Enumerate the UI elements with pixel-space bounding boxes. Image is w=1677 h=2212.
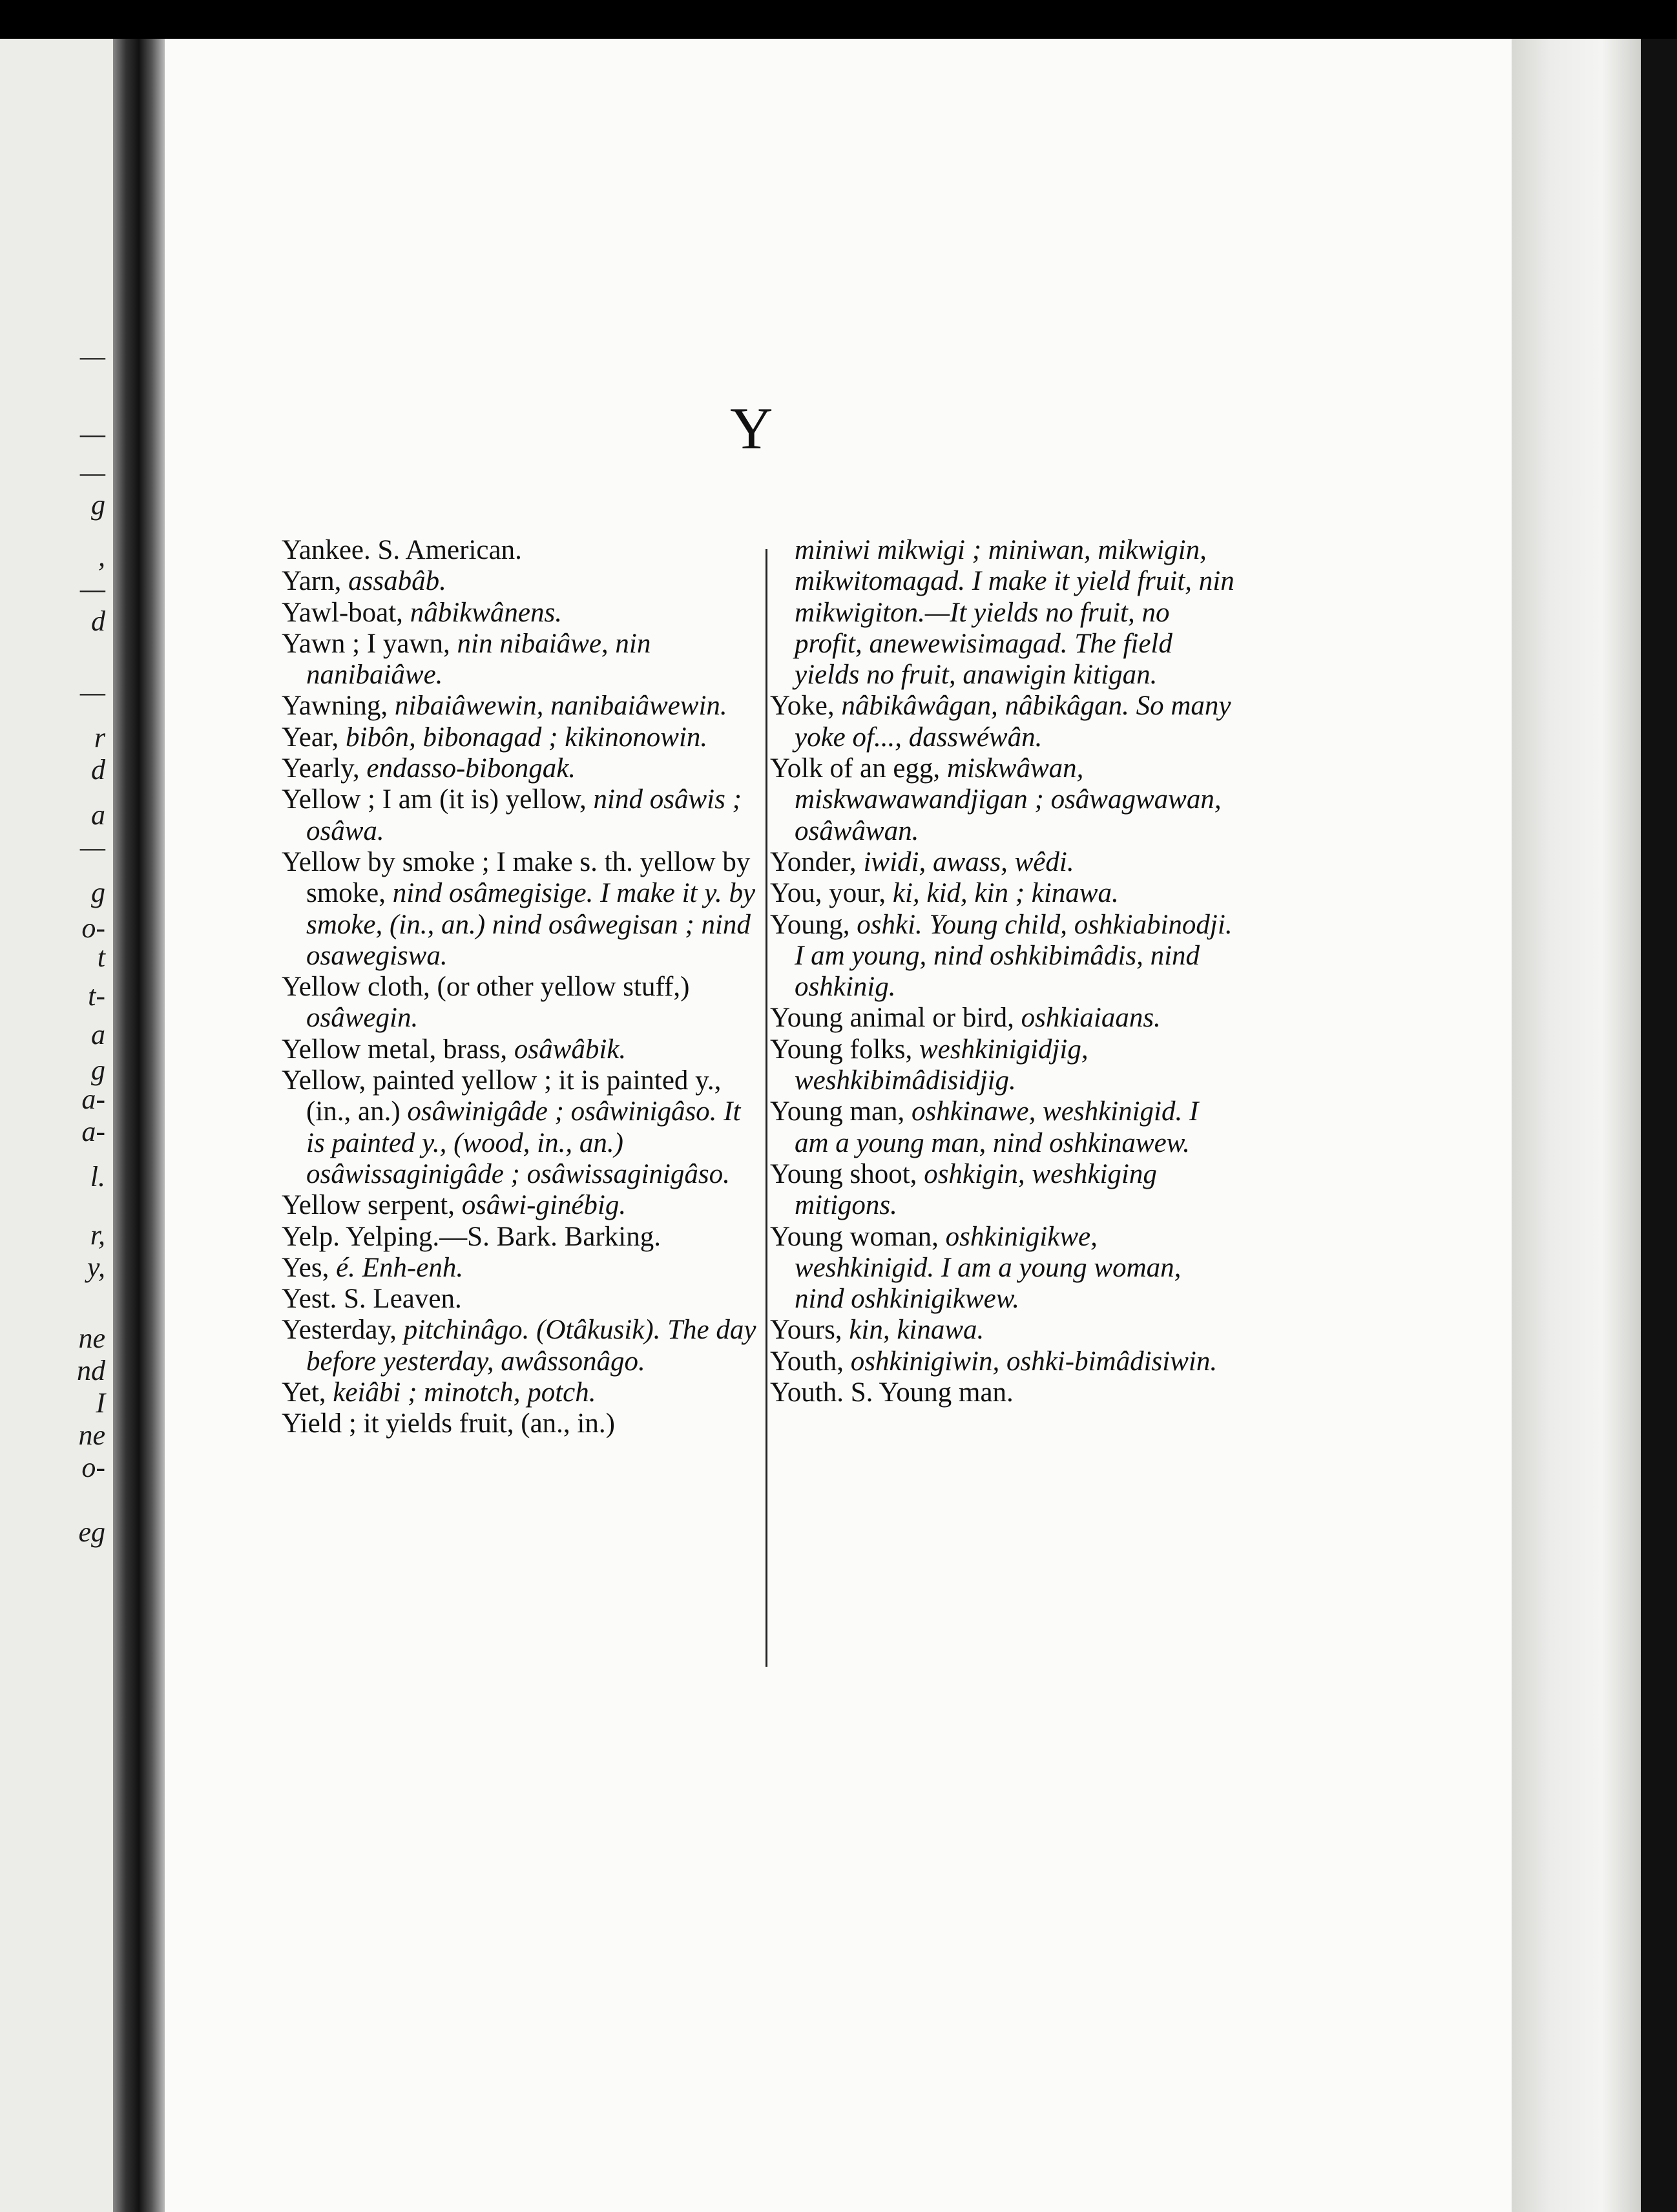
facing-page-fragment: — bbox=[79, 573, 105, 605]
entry-headword: Yellow ; I am (it is) yellow, bbox=[282, 784, 587, 815]
book-gutter bbox=[113, 39, 165, 2212]
entry-definition: pitchinâgo. (Otâkusik). The day before yesterday, awâssonâgo. bbox=[306, 1315, 756, 1377]
entry-headword: Yonder, bbox=[770, 846, 857, 877]
dictionary-entry bbox=[770, 1346, 1235, 1377]
entry-headword: Yes, bbox=[282, 1252, 329, 1283]
dictionary-entry bbox=[770, 1377, 1235, 1408]
dictionary-entry bbox=[282, 1284, 760, 1315]
dictionary-entry bbox=[770, 1159, 1235, 1222]
facing-page-fragment: , bbox=[98, 541, 105, 572]
scan-right-border bbox=[1641, 39, 1677, 2212]
entry-definition: bibôn, bibonagad ; kikinonowin. bbox=[346, 722, 708, 753]
entry-headword: Yesterday, bbox=[282, 1315, 397, 1346]
page-edge bbox=[1512, 39, 1641, 2212]
facing-page-fragment: d bbox=[91, 754, 105, 786]
facing-page-fragment: o- bbox=[81, 1452, 105, 1483]
dictionary-entry bbox=[282, 722, 760, 753]
entry-definition: osâwi-ginébig. bbox=[461, 1190, 627, 1221]
dictionary-entry bbox=[770, 753, 1235, 847]
entry-definition: S. American. bbox=[377, 535, 522, 565]
dictionary-entry bbox=[770, 878, 1235, 909]
entry-definition: é. Enh-enh. bbox=[336, 1252, 464, 1283]
dictionary-entry bbox=[282, 784, 760, 847]
entry-definition: nind osâmegisige. I make it y. by smoke, (in., an.) nind osâwegisan ; nind osawegiswa. bbox=[306, 878, 756, 971]
entry-headword: Yelp. Yelping.—S. Bark. Barking. bbox=[282, 1221, 661, 1252]
entry-headword: Young woman, bbox=[770, 1221, 939, 1252]
dictionary-entry bbox=[770, 1096, 1235, 1159]
facing-page-fragment: a bbox=[91, 1019, 105, 1050]
facing-page-fragment: ne bbox=[78, 1322, 105, 1354]
entry-definition: iwidi, awass, wêdi. bbox=[863, 846, 1074, 877]
entry-definition: nibaiâwewin, nanibaiâwewin. bbox=[394, 691, 727, 722]
dictionary-entry bbox=[282, 691, 760, 722]
entry-definition: oshkinigiwin, oshki-bimâdisiwin. bbox=[850, 1346, 1218, 1377]
entry-definition: oshki. Young child, oshkiabinodji. I am young, nind oshkibimâdis, nind oshkinig. bbox=[795, 909, 1233, 1003]
entry-definition: oshkiaiaans. bbox=[1021, 1003, 1161, 1034]
entry-headword: Young folks, bbox=[770, 1034, 913, 1065]
entry-headword: You, your, bbox=[770, 878, 886, 909]
dictionary-entry bbox=[770, 1003, 1235, 1034]
entry-headword: Youth, bbox=[770, 1346, 844, 1377]
dictionary-entry bbox=[770, 1222, 1235, 1315]
entry-definition: weshkinigidjig, weshkibimâdisidjig. bbox=[795, 1034, 1088, 1096]
entry-definition: nind osâwis ; osâwa. bbox=[306, 784, 742, 846]
entry-definition: miniwi mikwigi ; miniwan, mikwigin, mikwitomagad. I make it yield fruit, nin mikwigiton.—It yields no fruit, no profit, anewewisimagad. The field yields no fruit, anawigin kitigan. bbox=[795, 535, 1234, 691]
entry-definition: osâwinigâde ; osâwinigâso. It is painted y., (wood, in., an.) osâwissaginigâde ; osâwissaginigâso. bbox=[306, 1096, 741, 1189]
right-column bbox=[770, 535, 1235, 1408]
entry-headword: Yest. bbox=[282, 1284, 337, 1315]
entry-headword: Yield ; it yields fruit, (an., in.) bbox=[282, 1408, 615, 1439]
facing-page-fragment: — bbox=[79, 676, 105, 708]
dictionary-entry bbox=[282, 1315, 760, 1377]
entry-headword: Yoke, bbox=[770, 691, 835, 722]
facing-page-fragment: l. bbox=[90, 1161, 105, 1193]
facing-page-fragment: a- bbox=[81, 1083, 105, 1115]
dictionary-entry bbox=[282, 847, 760, 972]
entry-definition: kin, kinawa. bbox=[849, 1315, 984, 1346]
entry-headword: Yarn, bbox=[282, 566, 342, 597]
entry-headword: Year, bbox=[282, 722, 339, 753]
facing-page-fragment: ne bbox=[78, 1419, 105, 1451]
facing-page-fragment: — bbox=[79, 418, 105, 450]
entry-headword: Yankee. bbox=[282, 535, 371, 565]
entry-definition: nâbikwânens. bbox=[410, 597, 562, 628]
entry-headword: Yours, bbox=[770, 1315, 842, 1346]
dictionary-entry bbox=[282, 1377, 760, 1408]
entry-definition: ki, kid, kin ; kinawa. bbox=[892, 878, 1119, 909]
entry-headword: Yellow serpent, bbox=[282, 1190, 455, 1221]
dictionary-entry bbox=[770, 847, 1235, 878]
facing-page-fragment: nd bbox=[77, 1355, 105, 1386]
dictionary-entry-continuation bbox=[770, 535, 1235, 691]
entry-definition: oshkinigikwe, weshkinigid. I am a young woman, nind oshkinigikwew. bbox=[795, 1221, 1182, 1315]
dictionary-entry bbox=[282, 1190, 760, 1221]
entry-headword: Yellow cloth, (or other yellow stuff,) bbox=[282, 972, 690, 1003]
left-column bbox=[282, 535, 760, 1440]
facing-page-fragment: d bbox=[91, 605, 105, 637]
facing-page bbox=[0, 39, 113, 2212]
facing-page-fragment: — bbox=[79, 831, 105, 863]
facing-page-fragment: y, bbox=[87, 1251, 105, 1283]
dictionary-entry bbox=[282, 972, 760, 1034]
dictionary-entry bbox=[282, 566, 760, 597]
entry-headword: Yearly, bbox=[282, 753, 360, 784]
entry-headword: Youth. bbox=[770, 1377, 844, 1408]
dictionary-entry bbox=[770, 910, 1235, 1003]
entry-definition: keiâbi ; minotch, potch. bbox=[333, 1377, 596, 1408]
dictionary-entry bbox=[282, 1034, 760, 1065]
dictionary-entry bbox=[770, 691, 1235, 753]
dictionary-entry bbox=[282, 753, 760, 784]
dictionary-entry bbox=[282, 1253, 760, 1284]
facing-page-fragment: t- bbox=[88, 980, 105, 1012]
facing-page-fragment: a bbox=[91, 799, 105, 831]
dictionary-entry bbox=[282, 535, 760, 566]
entry-definition: osâwâbik. bbox=[514, 1034, 627, 1065]
entry-definition: miskwâwan, miskwawawandjigan ; osâwagwawan, osâwâwan. bbox=[795, 753, 1222, 846]
entry-headword: Yawl-boat, bbox=[282, 597, 403, 628]
facing-page-text-fragments bbox=[0, 39, 113, 2212]
entry-headword: Yawn ; I yawn, bbox=[282, 628, 450, 659]
section-letter-heading: Y bbox=[730, 395, 775, 461]
entry-headword: Young, bbox=[770, 909, 850, 940]
facing-page-fragment: g bbox=[91, 489, 105, 521]
entry-headword: Young animal or bird, bbox=[770, 1003, 1014, 1034]
entry-definition: assabâb. bbox=[348, 566, 446, 597]
dictionary-entry bbox=[282, 1222, 760, 1253]
column-divider bbox=[766, 549, 767, 1667]
dictionary-entry bbox=[282, 598, 760, 629]
dictionary-entry bbox=[282, 1408, 760, 1439]
facing-page-fragment: eg bbox=[78, 1516, 105, 1548]
entry-definition: oshkigin, weshkiging mitigons. bbox=[795, 1158, 1157, 1221]
facing-page-fragment: r bbox=[94, 722, 105, 753]
entry-headword: Yellow, painted yellow ; it is painted y., (in., an.) bbox=[282, 1065, 722, 1127]
entry-definition: nin nibaiâwe, nin nanibaiâwe. bbox=[306, 628, 651, 691]
facing-page-fragment: a- bbox=[81, 1116, 105, 1147]
dictionary-entry bbox=[770, 1034, 1235, 1097]
facing-page-fragment: — bbox=[79, 340, 105, 372]
facing-page-fragment: g bbox=[91, 1054, 105, 1086]
entry-definition: nâbikâwâgan, nâbikâgan. So many yoke of..., dasswéwân. bbox=[795, 691, 1231, 753]
entry-headword: Young man, bbox=[770, 1096, 905, 1127]
facing-page-fragment: t bbox=[97, 941, 105, 973]
entry-definition: osâwegin. bbox=[306, 1003, 419, 1034]
entry-headword: Yolk of an egg, bbox=[770, 753, 941, 784]
facing-page-fragment: I bbox=[96, 1387, 105, 1419]
facing-page-fragment: g bbox=[91, 877, 105, 908]
facing-page-fragment: r, bbox=[90, 1219, 105, 1251]
entry-headword: Yawning, bbox=[282, 691, 388, 722]
entry-definition: S. Leaven. bbox=[344, 1284, 462, 1315]
entry-definition: endasso-bibongak. bbox=[366, 753, 576, 784]
facing-page-fragment: — bbox=[79, 457, 105, 488]
scan-top-border bbox=[0, 0, 1677, 39]
facing-page-fragment: o- bbox=[81, 912, 105, 944]
entry-headword: Yet, bbox=[282, 1377, 326, 1408]
entry-headword: Yellow by smoke ; I make s. th. yellow by smoke, bbox=[282, 846, 751, 909]
entry-headword: Yellow metal, brass, bbox=[282, 1034, 508, 1065]
dictionary-entry bbox=[282, 629, 760, 691]
dictionary-entry bbox=[770, 1315, 1235, 1346]
entry-definition: S. Young man. bbox=[850, 1377, 1014, 1408]
entry-definition: oshkinawe, weshkinigid. I am a young man, nind oshkinawew. bbox=[795, 1096, 1199, 1158]
dictionary-entry bbox=[282, 1065, 760, 1190]
entry-headword: Young shoot, bbox=[770, 1158, 917, 1189]
